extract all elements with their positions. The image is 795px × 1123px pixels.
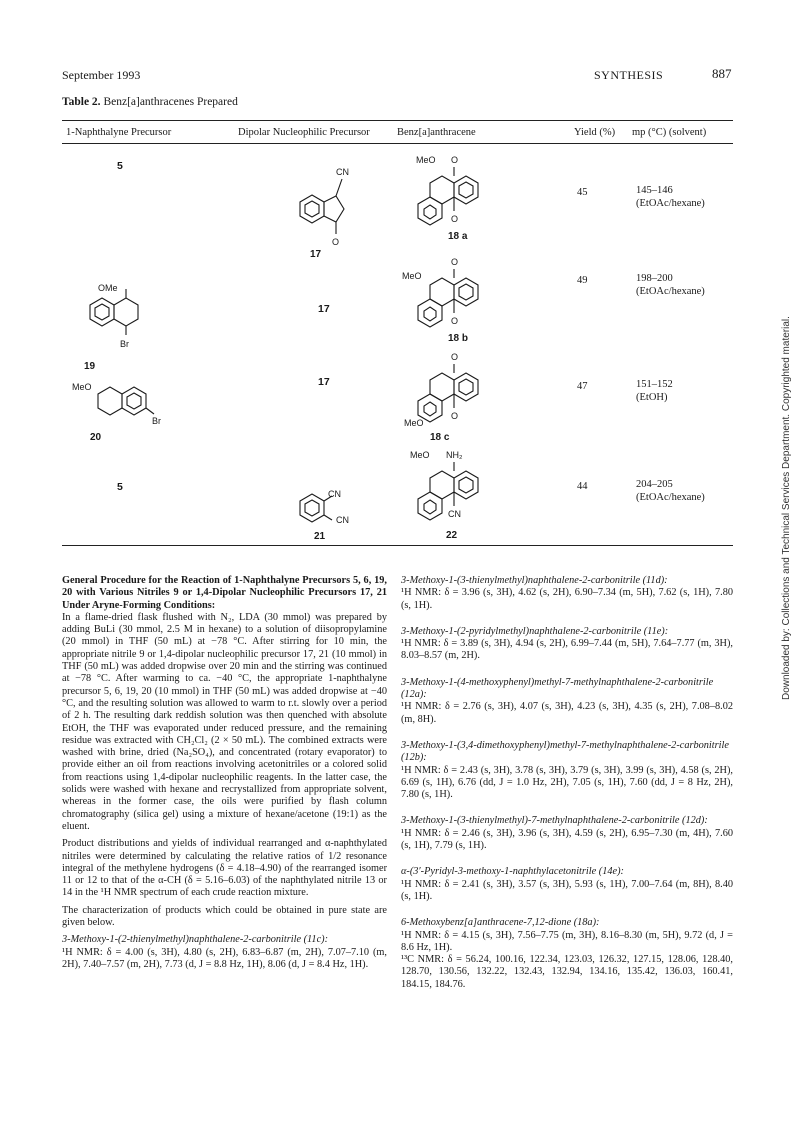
nmr-data: ¹H NMR: δ = 2.41 (s, 3H), 3.57 (s, 3H), 5.93 (s, 1H), 7.00–7.64 (m, 8H), 8.40 (s, 1H). bbox=[401, 878, 733, 902]
header-date: September 1993 bbox=[62, 68, 141, 82]
general-procedure-heading: General Procedure for the Reaction of 1-Naphthalyne Precursors 5, 6, 19, 20 with Various Nitriles 9 or 1,4-Dipolar Nucleophilic Precursors 17, 21 Under Aryne-Forming Conditions: bbox=[62, 575, 387, 611]
compound-name: 3-Methoxy-1-(4-methoxyphenyl)methyl-7-methylnaphthalene-2-carbonitrile (12a): bbox=[401, 676, 714, 701]
compound-name: 6-Methoxybenz[a]anthracene-7,12-dione (18a): bbox=[401, 917, 600, 929]
cyano-label: CN bbox=[328, 489, 341, 499]
methoxy-label: MeO bbox=[402, 271, 422, 281]
column-header-precursor: 1-Naphthalyne Precursor bbox=[66, 127, 172, 138]
oxo-label: O bbox=[451, 257, 459, 267]
row4-yield: 44 bbox=[577, 481, 588, 492]
download-notice bbox=[781, 316, 792, 710]
methoxy-label: MeO bbox=[404, 418, 424, 428]
compound-name: 3-Methoxy-1-(2-pyridylmethyl)naphthalene-2-carbonitrile (11e): bbox=[401, 625, 669, 637]
nmr-data: ¹H NMR: δ = 2.43 (s, 3H), 3.78 (s, 3H), 3.79 (s, 3H), 3.99 (s, 3H), 4.58 (s, 2H), 6.69 (s, 1H), 6.76 (dd, J = 1.0 Hz, 2H), 7.05 (s, 1H), 7.60 (dd, J = 8 Hz, 2H), 7.80 (s, 1H). bbox=[401, 764, 733, 801]
nmr-data: ¹H NMR: δ = 4.00 (s, 3H), 4.80 (s, 2H), 6.83–6.87 (m, 2H), 7.07–7.10 (m, 2H), 7.40–7.57 (m, 2H), 7.73 (d, J = 8.8 Hz, 1H), 8.06 (d, J = 8.4 Hz, 1H). bbox=[62, 946, 387, 970]
structure-18b bbox=[400, 255, 490, 355]
column-header-mp: mp (°C) (solvent) bbox=[632, 127, 707, 138]
compound-name: 3-Methoxy-1-(3-thienylmethyl)-7-methylnaphthalene-2-carbonitrile (12d): bbox=[401, 815, 708, 827]
amino-label: NH₂ bbox=[446, 450, 463, 460]
row2-mp-solvent: (EtOAc/hexane) bbox=[636, 286, 705, 297]
oxo-label: O bbox=[451, 352, 459, 362]
column-header-product: Benz[a]anthracene bbox=[397, 127, 476, 138]
compound-18c-label: 18 c bbox=[430, 432, 450, 443]
row1-mp-solvent: (EtOAc/hexane) bbox=[636, 198, 705, 209]
compound-20-label: 20 bbox=[90, 432, 102, 443]
table-top-rule bbox=[62, 120, 733, 121]
structure-18a bbox=[400, 153, 490, 253]
cyano-label: CN bbox=[336, 515, 349, 525]
oxo-label: O bbox=[332, 237, 340, 247]
characterization-intro: The characterization of products which could be obtained in pure state are given below. bbox=[62, 904, 387, 929]
row1-precursor-number: 5 bbox=[117, 160, 123, 172]
nmr-data: ¹H NMR: δ = 3.89 (s, 3H), 4.94 (s, 2H), 6.99–7.44 (m, 5H), 7.64–7.77 (m, 3H), 8.03–8.57 (m, 2H). bbox=[401, 638, 733, 662]
methoxy-label: OMe bbox=[98, 283, 118, 293]
compound-18b-label: 18 b bbox=[448, 333, 469, 344]
row1-mp-value: 145–146 bbox=[636, 185, 673, 196]
nmr-data: ¹H NMR: δ = 2.46 (s, 3H), 3.96 (s, 3H), 4.59 (s, 2H), 6.95–7.30 (m, 4H), 7.60 (s, 1H), 7.79 (s, 1H). bbox=[401, 827, 733, 852]
compound-18a-label: 18 a bbox=[448, 231, 468, 242]
table-caption bbox=[62, 96, 238, 108]
compound-21-label: 21 bbox=[314, 531, 326, 542]
row3-dipolar-number: 17 bbox=[318, 376, 330, 388]
row3-yield: 47 bbox=[577, 381, 588, 392]
oxo-label: O bbox=[451, 155, 459, 165]
row1-mp bbox=[636, 184, 705, 210]
nmr-data: ¹H NMR: δ = 2.76 (s, 3H), 4.07 (s, 3H), 4.23 (s, 3H), 4.35 (s, 2H), 7.08–8.02 (m, 8H). bbox=[401, 701, 733, 725]
table-caption-text: Benz[a]anthracenes Prepared bbox=[103, 96, 238, 108]
bromo-label: Br bbox=[152, 416, 161, 426]
row4-mp-solvent: (EtOAc/hexane) bbox=[636, 492, 705, 503]
row4-mp bbox=[636, 478, 705, 504]
compound-name: 3-Methoxy-1-(3-thienylmethyl)naphthalene-2-carbonitrile (11d): bbox=[401, 575, 668, 586]
row3-mp-solvent: (EtOH) bbox=[636, 392, 668, 403]
row2-mp bbox=[636, 272, 705, 298]
table-bottom-rule bbox=[62, 545, 733, 546]
oxo-label: O bbox=[451, 411, 459, 421]
cyano-label: CN bbox=[336, 167, 349, 177]
structure-22 bbox=[400, 448, 490, 543]
methoxy-label: MeO bbox=[72, 382, 92, 392]
row1-yield: 45 bbox=[577, 187, 588, 198]
compound-17-label: 17 bbox=[310, 249, 322, 260]
download-notice-text: Downloaded by: Collections and Technical Services Department. Copyrighted material. bbox=[781, 316, 792, 700]
row3-mp-value: 151–152 bbox=[636, 379, 673, 390]
structure-18c bbox=[400, 350, 490, 445]
methoxy-label: MeO bbox=[416, 155, 436, 165]
table-caption-label: Table 2. bbox=[62, 96, 101, 108]
column-header-dipolar: Dipolar Nucleophilic Precursor bbox=[238, 127, 370, 138]
column-header-yield: Yield (%) bbox=[574, 127, 616, 138]
header-journal: SYNTHESIS bbox=[594, 68, 664, 82]
structure-21 bbox=[270, 485, 370, 545]
row3-mp bbox=[636, 378, 673, 404]
compound-name: 3-Methoxy-1-(3,4-dimethoxyphenyl)methyl-7-methylnaphthalene-2-carbonitrile (12b): bbox=[401, 739, 729, 764]
structure-17-row1 bbox=[284, 163, 364, 263]
oxo-label: O bbox=[451, 316, 459, 326]
left-text-column bbox=[62, 575, 387, 971]
compound-name: 3-Methoxy-1-(2-thienylmethyl)naphthalene-2-carbonitrile (11c): bbox=[62, 934, 328, 946]
nmr-data: ¹H NMR: δ = 4.15 (s, 3H), 7.56–7.75 (m, 3H), 8.16–8.30 (m, 5H), 9.72 (d, J = 8.6 Hz, 1H). bbox=[401, 929, 733, 953]
compound-19-label: 19 bbox=[84, 361, 96, 372]
oxo-label: O bbox=[451, 214, 459, 224]
structure-20 bbox=[70, 376, 180, 446]
methoxy-label: MeO bbox=[410, 450, 430, 460]
row2-mp-value: 198–200 bbox=[636, 273, 673, 284]
row2-yield: 49 bbox=[577, 275, 588, 286]
right-text-column bbox=[401, 575, 733, 991]
row4-mp-value: 204–205 bbox=[636, 479, 673, 490]
product-distribution-paragraph: Product distributions and yields of individual rearranged and α-naphthylated nitriles were determined by calculating the relative ratios of 1/2 resonance integral of the methylene hydrogens (δ = 4.18–4.90) of the rearranged isomer 11 or 12 to that of the α-CH (δ = 5.16–6.03) of the naphthylated nitrile 13 or 14 in the ¹H NMR spectrum of each crude reaction mixture. bbox=[62, 838, 387, 899]
row2-dipolar-number: 17 bbox=[318, 303, 330, 315]
nmr-data: ¹H NMR: δ = 3.96 (s, 3H), 4.62 (s, 2H), 6.90–7.34 (m, 5H), 7.62 (s, 1H), 7.80 (s, 1H). bbox=[401, 587, 733, 611]
row4-precursor-number: 5 bbox=[117, 481, 123, 493]
compound-name: α-(3′-Pyridyl-3-methoxy-1-naphthylacetonitrile (14e): bbox=[401, 866, 624, 878]
cyano-label: CN bbox=[448, 509, 461, 519]
bromo-label: Br bbox=[120, 339, 129, 349]
compound-22-label: 22 bbox=[446, 530, 458, 541]
nmr-data: ¹³C NMR: δ = 56.24, 100.16, 122.34, 123.03, 126.32, 127.15, 128.06, 128.40, 128.70, 130.56, 132.22, 132.43, 132.94, 134.16, 135.42, 136.03, 160.41, 184.15, 184.76. bbox=[401, 954, 733, 990]
table-header-rule bbox=[62, 143, 733, 144]
structure-19 bbox=[72, 283, 152, 383]
general-procedure-paragraph: In a flame-dried flask flushed with N₂, LDA (30 mmol) was prepared by adding BuLi (30 mmol, 2.5 M in hexane) to a solution of diisopropylamine (20 mmol) in THF (50 mL) at −78 °C. After stirring for 10 min, the appropriate nitrile 9 or 1,4-dipolar nucleophilic precursor 17, 21 (10 mmol) in THF (50 mL) was added dropwise over 20 min and the stirring was continued at −78 °C. After warming to ca. −40 °C, the appropriate 1-naphthalyne precursor 5, 6, 19, 20 (10 mmol) in THF (50 mL) was added dropwise at −40 °C, and the resulting solution was allowed to warm to r.t. slowly over a period of 2 h. The resulting dark reddish solution was then quenched with absolute EtOH, the THF was evaporated under reduced pressure, and the remaining residue was extracted with CH₂Cl₂ (2 × 50 mL). The combined extracts were washed with brine, dried (Na₂SO₄), and concentrated (rotary evaporator) to provide either an oil from reactions involving acetonitriles or a colored solid from reactions using 1,4-dipolar nucleophilic reagents. In the latter case, the solids were washed with hexane and recrystallized from appropriate solvent, whereas in the former case, the oils were purified by flash column chromatography (silica gel) using a mixture of hexane/acetone (19:1) as the eluent. bbox=[62, 611, 387, 832]
header-page-number: 887 bbox=[712, 66, 732, 81]
